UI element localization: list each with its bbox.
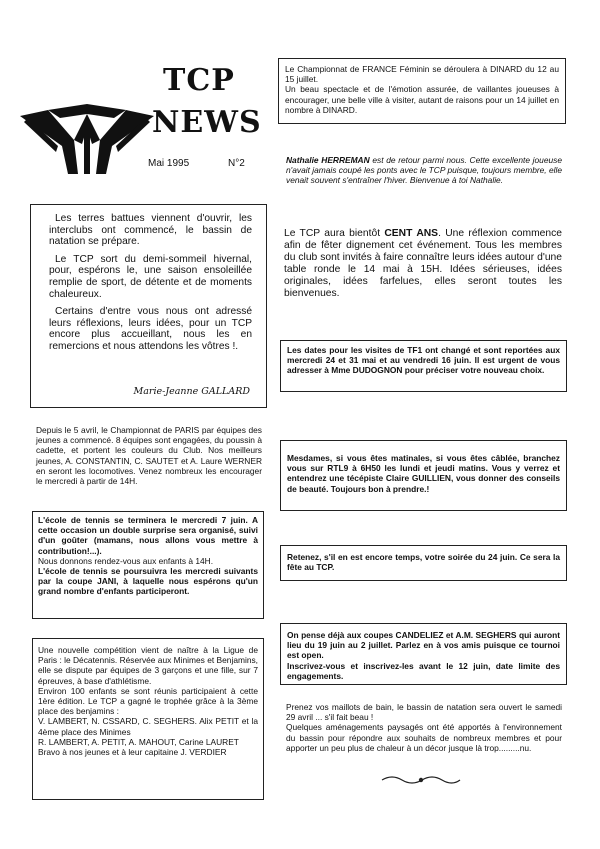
decatennis-text: Bravo à nos jeunes et à leur capitaine J. VERDIER bbox=[38, 747, 227, 758]
editorial-paragraph: Les terres battues viennent d'ouvrir, les interclubs ont commencé, le bassin de natation se prépare. bbox=[49, 213, 252, 248]
championnat-text: Le Championnat de FRANCE Féminin se déroulera à DINARD du 12 au 15 juillet. bbox=[285, 64, 559, 85]
rtl9-text: Mesdames, si vous êtes matinales, si vous êtes câblée, branchez vous sur RTL9 à 6H50 les lundi et jeudi matins. Vous y verrez et entendrez une técépiste Claire GUILLIEN, vous donner des conseils de beauté. Toujours bon à prendre.! bbox=[287, 453, 560, 494]
editorial-paragraph: Certains d'entre vous nous ont adressé leurs réflexions, leurs idées, pour un TCP encore plus accueillant, nous les en remercions et nous attendons les vôtres !. bbox=[49, 306, 252, 352]
editorial-signature: Marie-Jeanne GALLARD bbox=[133, 386, 250, 397]
tennis-school-text: Nous donnons rendez-vous aux enfants à 14H. bbox=[38, 555, 214, 566]
masthead-title-news: NEWS bbox=[152, 105, 262, 140]
editorial-box bbox=[30, 204, 267, 408]
club-logo-graphic bbox=[18, 88, 156, 174]
decatennis-text: V. LAMBERT, N. CSSARD, C. SEGHERS. Alix PETIT et la 4ème place des Minimes bbox=[38, 716, 258, 737]
tennis-school-text: L'école de tennis se terminera le mercredi 7 juin. A cette occasion un double surprise sera organisé, suivi d'un goûter (mamans, nous allons vous mettre à contribution!...). bbox=[38, 515, 258, 556]
coupes-text: On pense déjà aux coupes CANDELIEZ et A.M. SEGHERS qui auront lieu du 19 juin au 2 juillet. Parlez en à vos amis puisque ce tournoi est open. bbox=[287, 630, 560, 661]
swimming-pool-article bbox=[286, 702, 562, 753]
nathalie-name: Nathalie HERREMAN bbox=[286, 155, 370, 165]
masthead-issue: N°2 bbox=[228, 158, 245, 169]
pool-text: Prenez vos maillots de bain, le bassin de natation sera ouvert le samedi 29 avril ... s'il fait beau ! bbox=[286, 702, 562, 723]
tennis-school-box bbox=[32, 511, 264, 619]
cent-ans-text: Le TCP aura bientôt bbox=[284, 228, 381, 239]
coupes-text: Inscrivez-vous et inscrivez-les avant le 12 juin, date limite des engagements. bbox=[287, 660, 560, 681]
decorative-flourish bbox=[380, 772, 462, 786]
decatennis-box bbox=[32, 638, 264, 800]
decatennis-text: Une nouvelle compétition vient de naître à la Ligue de Paris : le Décatennis. Réservée aux Minimes et Benjamins, elle se dispute par équipes de 3 garçons et une fille, sur 7 épreuves, à base d'athlétisme. bbox=[38, 645, 258, 686]
championnat-france-box bbox=[278, 58, 566, 124]
nathalie-article bbox=[286, 155, 562, 186]
tf1-visits-box bbox=[280, 340, 567, 392]
pool-text: Quelques aménagements paysagés ont été apportés à l'environnement du bassin pour répondre aux souhaits de nombreux membres et pour apporter un peu plus de chaleur à un décor jusque là trop.........nu. bbox=[286, 722, 562, 753]
rtl9-box bbox=[280, 440, 567, 511]
tennis-school-text: L'école de tennis se poursuivra les mercredi suivants par la coupe JANI, à laquelle nous espérons qu'un grand nombre d'enfants participeront. bbox=[38, 566, 258, 597]
cent-ans-article bbox=[284, 228, 562, 301]
coupes-box bbox=[280, 623, 567, 685]
championnat-text: Un beau spectacle et de l'émotion assurée, de vaillantes joueuses à encourager, une belle ville à visiter, autant de raisons pour un 14 juillet en nombre à DINARD. bbox=[285, 84, 559, 115]
paris-championship-article: Depuis le 5 avril, le Championnat de PARIS par équipes des jeunes a commencé. 8 équipes sont engagées, du poussin à cadette, et portent les couleurs du Club. Nos meilleurs jeunes, A. CONSTANTIN, C. SAUTET et A. Laure WERNER en seront les locomotives. Venez nombreux les encourager le mercredi à partir de 14H. bbox=[36, 425, 262, 487]
soiree-box bbox=[280, 545, 567, 581]
decatennis-text: Environ 100 enfants se sont réunis participaient à cette 1ère édition. Le TCP a gagné le trophée grâce à la 3ème place des benjamins : bbox=[38, 685, 258, 717]
masthead-date: Mai 1995 bbox=[148, 158, 190, 169]
cent-ans-highlight: CENT ANS bbox=[384, 228, 439, 239]
nathalie-text: est de retour parmi nous. Cette excellente joueuse n'avait jamais coupé les ponts avec le TCP puisque, toujours membre, elle venait souvent s'entraîner l'hiver. Bienvenue à toi Nathalie. bbox=[286, 155, 562, 186]
cent-ans-text: . Une réflexion commence afin de fêter dignement cet événement. Tous les membres du club sont invités à faire connaître leurs idées autour d'une table ronde le 14 mai à 15H. Idées sérieuses, idées originales, idées farfelues, elles seront toutes les bienvenues. bbox=[284, 228, 562, 300]
masthead-title-tcp: TCP bbox=[163, 63, 235, 98]
decatennis-text: R. LAMBERT, A. PETIT, A. MAHOUT, Carine LAURET bbox=[38, 736, 239, 747]
editorial-paragraph: Le TCP sort du demi-sommeil hivernal, pour, espérons le, une saison ensoleillée remplie de sport, de détente et de moments chaleureux. bbox=[49, 253, 252, 300]
soiree-text: Retenez, s'il en est encore temps, votre soirée du 24 juin. Ce sera la fête au TCP. bbox=[287, 552, 560, 573]
tf1-text: Les dates pour les visites de TF1 ont changé et sont reportées aux mercredi 24 et 31 mai et au vendredi 16 juin. Il est urgent de vous adresser à Mme DUDOGNON pour préciser votre nouveau choix. bbox=[287, 345, 560, 376]
